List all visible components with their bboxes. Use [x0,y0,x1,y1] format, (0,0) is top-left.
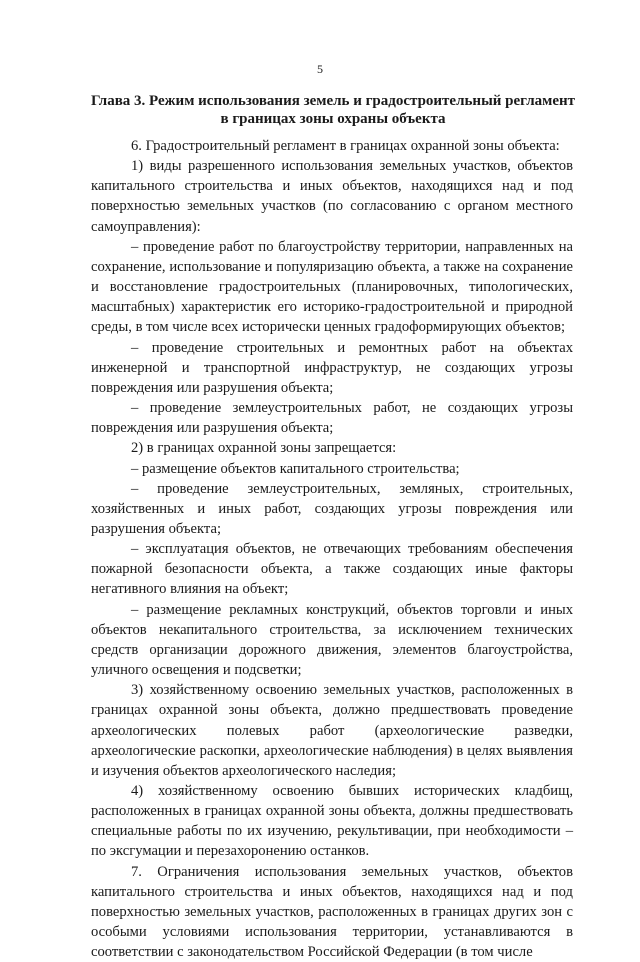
paragraph-dash-earthworks: – проведение землеустроительных, земляных, строительных, хозяйственных и иных работ, создающих угрозы повреждения или разрушения объекта; [91,480,573,537]
paragraph-dash-land-survey: – проведение землеустроительных работ, не создающих угрозы повреждения или разрушения объекта; [91,400,573,437]
paragraph-item-4: 4) хозяйственному освоению бывших исторических кладбищ, расположенных в границах охранной зоны объекта, должны предшествовать специальные работы по их изучению, рекультивации, при необходимости – по эксгумации и перезахоронению останков. [91,783,573,860]
paragraph-6-intro: 6. Градостроительный регламент в границах охранной зоны объекта: [131,138,560,154]
paragraph-item-1: 1) виды разрешенного использования земельных участков, объектов капитального строительства и иных объектов, находящихся над и под поверхностью земельных участков (по согласованию с органом местного самоуправления): [91,158,573,235]
paragraph-dash-capital-construction: – размещение объектов капитального строительства; [131,460,460,477]
body-text [91,136,573,962]
paragraph-item-3: 3) хозяйственному освоению земельных участков, расположенных в границах охранной зоны объекта, должно предшествовать проведение археологических полевых работ (археологические разведки, археологические раскопки, археологические наблюдения) в целях выявления и изучения объектов археологического наследия; [91,682,573,779]
page-number: 5 [317,62,323,76]
paragraph-7-restrictions: 7. Ограничения использования земельных участков, объектов капитального строительства и иных объектов, находящихся над и под поверхностью земельных участков, расположенных в границах других зон с особыми условиями использования территории, устанавливаются в соответствии с законодательством Российской Федерации (в том числе [91,863,573,961]
paragraph-dash-landscaping: – проведение работ по благоустройству территории, направленных на сохранение, использование и популяризацию объекта, а также на сохранение и восстановление градостроительных (планировочных, типологических, масштабных) характеристик его историко-градостроительной и природной среды, в том числе всех исторически ценных градоформирующих объектов; [91,238,573,336]
chapter-title: Глава 3. Режим использования земель и градостроительный регламент в границах зоны охраны объекта [90,93,576,127]
paragraph-item-2: 2) в границах охранной зоны запрещается: [131,440,397,457]
paragraph-dash-infrastructure: – проведение строительных и ремонтных работ на объектах инженерной и транспортной инфраструктур, не создающих угрозы повреждения или разрушения объекта; [91,339,573,396]
paragraph-dash-fire-safety: – эксплуатация объектов, не отвечающих требованиям обеспечения пожарной безопасности объекта, а также создающих иные факторы негативного влияния на объект; [91,541,573,598]
paragraph-dash-advertising: – размещение рекламных конструкций, объектов торговли и иных объектов некапитального строительства, за исключением технических средств организации дорожного движения, элементов благоустройства, уличного освещения и подсветки; [91,601,573,679]
